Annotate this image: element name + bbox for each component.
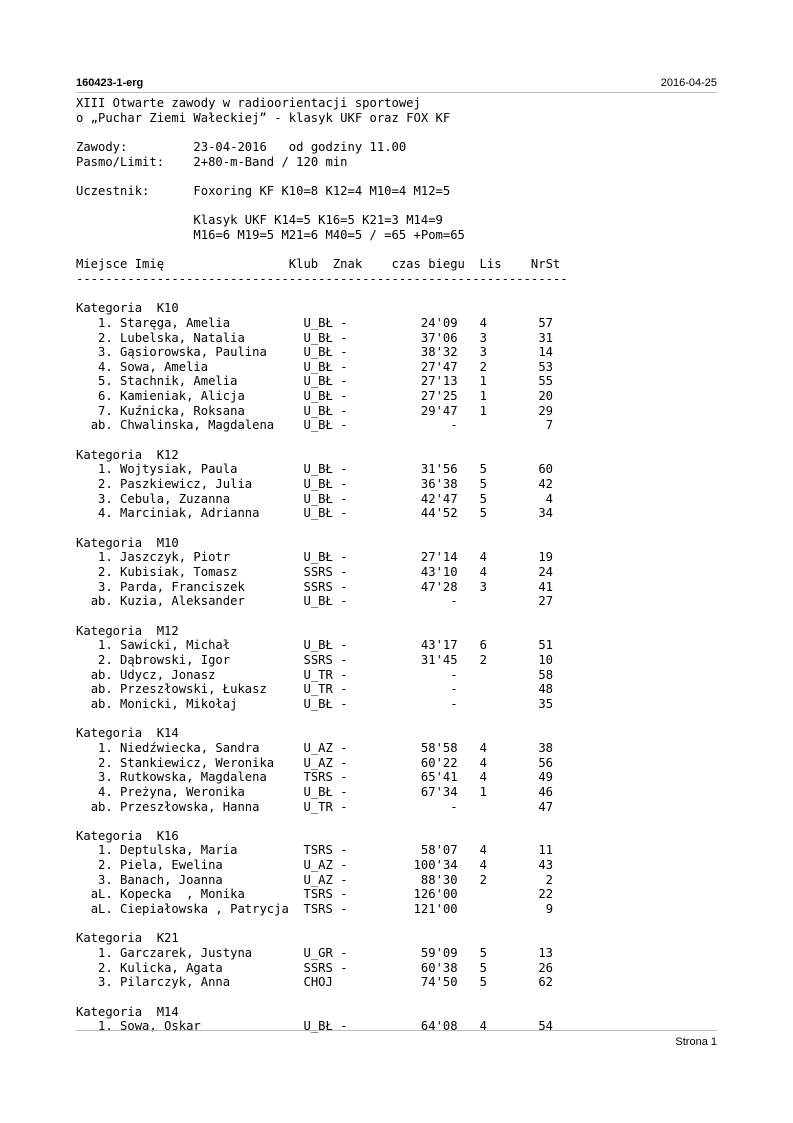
fox-count: 3 <box>479 330 487 345</box>
run-time: 36'38 <box>420 477 458 492</box>
fox-count: 4 <box>479 1019 487 1034</box>
start-number: 55 <box>538 374 554 389</box>
fox-count: 6 <box>479 638 487 653</box>
club: TSRS <box>303 902 333 917</box>
result-row <box>76 668 553 682</box>
run-time: 65'41 <box>420 770 458 785</box>
place: 2. <box>98 652 113 667</box>
title-line-2: o „Puchar Ziemi Wałeckiej” - klasyk UKF oraz FOX KF <box>76 110 451 125</box>
place: ab. <box>90 696 113 711</box>
place: 2. <box>98 858 113 873</box>
start-number: 31 <box>538 330 554 345</box>
fox-count: 3 <box>479 345 487 360</box>
club: U_BŁ <box>303 477 333 492</box>
run-time: - <box>450 682 458 697</box>
result-row <box>76 961 553 975</box>
sign: - <box>340 799 348 814</box>
run-time: 31'56 <box>420 462 458 477</box>
competitor-name: Deptulska, Maria <box>120 843 238 858</box>
place: 1. <box>98 550 113 565</box>
start-number: 24 <box>538 565 554 579</box>
place: aL. <box>90 902 113 917</box>
sign: - <box>340 594 348 609</box>
fox-count: 4 <box>479 755 487 770</box>
sign: - <box>340 638 348 653</box>
place: 1. <box>98 638 113 653</box>
place: 1. <box>98 843 113 858</box>
result-row <box>76 653 553 667</box>
result-row <box>76 682 553 696</box>
fox-count: 3 <box>479 579 487 594</box>
competitor-name: Sowa, Oskar <box>120 1019 201 1034</box>
sign: - <box>340 550 348 565</box>
competitor-name: Parda, Franciszek <box>120 579 245 594</box>
result-row <box>76 858 553 872</box>
results-document <box>76 96 568 1034</box>
start-number: 60 <box>538 462 554 477</box>
competitor-name: Wojtysiak, Paula <box>120 462 238 477</box>
start-number: 10 <box>538 652 554 667</box>
club: U_BŁ <box>303 491 333 506</box>
club: U_BŁ <box>303 330 333 345</box>
pasmo-label: Pasmo/Limit: <box>76 154 165 169</box>
club: U_BŁ <box>303 462 333 477</box>
run-time: 60'38 <box>420 960 458 975</box>
sign: - <box>340 872 348 887</box>
sign: - <box>340 667 348 682</box>
result-row <box>76 404 553 418</box>
club: U_BŁ <box>303 550 333 565</box>
result-row <box>76 374 553 388</box>
sign: - <box>340 902 348 917</box>
start-number: 11 <box>538 843 554 858</box>
run-time: 47'28 <box>420 579 458 594</box>
club: U_BŁ <box>303 359 333 374</box>
club: U_TR <box>303 667 333 682</box>
run-time: 60'22 <box>420 755 458 770</box>
result-row <box>76 770 553 784</box>
club: U_BŁ <box>303 418 333 433</box>
run-time: 64'08 <box>420 1019 458 1034</box>
start-number: 47 <box>538 799 554 814</box>
competitor-name: Gąsiorowska, Paulina <box>120 345 267 360</box>
start-number: 35 <box>538 696 554 711</box>
competitor-name: Garczarek, Justyna <box>120 946 253 961</box>
start-number: 2 <box>545 872 554 887</box>
place: ab. <box>90 682 113 697</box>
start-number: 57 <box>538 315 554 330</box>
zawody-value: 23-04-2016 od godziny 11.00 <box>193 139 407 154</box>
start-number: 49 <box>538 770 554 785</box>
start-number: 13 <box>538 946 554 961</box>
category-title: Kategoria M10 <box>76 535 179 550</box>
category-title: Kategoria K21 <box>76 931 179 946</box>
run-time: 58'58 <box>420 740 458 755</box>
result-row <box>76 594 553 608</box>
competitor-name: Sowa, Amelia <box>120 359 209 374</box>
club: U_BŁ <box>303 389 333 404</box>
result-row <box>76 331 553 345</box>
run-time: 27'14 <box>420 550 458 565</box>
start-number: 27 <box>538 594 554 609</box>
club: TSRS <box>303 843 333 858</box>
run-time: 27'47 <box>420 359 458 374</box>
result-row <box>76 785 553 799</box>
competitor-name: Niedźwiecka, Sandra <box>120 740 260 755</box>
category-title: Kategoria K16 <box>76 828 179 843</box>
competitor-name: Kopecka , Monika <box>120 887 245 902</box>
place: 7. <box>98 403 113 418</box>
fox-count: 4 <box>479 770 487 785</box>
place: ab. <box>90 594 113 609</box>
run-time: 43'17 <box>420 638 458 653</box>
start-number: 58 <box>538 667 554 682</box>
competitor-name: Sawicki, Michał <box>120 638 231 653</box>
footer-divider <box>76 1030 717 1031</box>
fox-count: 5 <box>479 960 487 975</box>
place: 1. <box>98 315 113 330</box>
sign: - <box>340 784 348 799</box>
club: SSRS <box>303 579 333 594</box>
competitor-name: Marciniak, Adrianna <box>120 506 260 521</box>
start-number: 7 <box>545 418 554 433</box>
club: U_AZ <box>303 858 333 873</box>
run-time: 74'50 <box>420 975 458 990</box>
club: U_BŁ <box>303 638 333 653</box>
result-row <box>76 477 553 491</box>
column-separator: ------------------------------------------------------------------- <box>76 271 568 286</box>
category-title: Kategoria K10 <box>76 301 179 316</box>
sign: - <box>340 579 348 594</box>
place: 1. <box>98 740 113 755</box>
competitor-name: Kuźnicka, Roksana <box>120 403 245 418</box>
fox-count: 1 <box>479 784 487 799</box>
fox-count: 2 <box>479 872 487 887</box>
sign: - <box>340 345 348 360</box>
start-number: 34 <box>538 506 554 521</box>
fox-count: 4 <box>479 550 487 565</box>
sign: - <box>340 858 348 873</box>
place: 2. <box>98 477 113 492</box>
zawody-label: Zawody: <box>76 139 128 154</box>
start-number: 42 <box>538 477 554 492</box>
start-number: 48 <box>538 682 554 697</box>
result-row <box>76 800 553 814</box>
fox-count: 4 <box>479 315 487 330</box>
sign: - <box>340 652 348 667</box>
category-title: Kategoria K14 <box>76 726 179 741</box>
club: U_AZ <box>303 872 333 887</box>
fox-count: 4 <box>479 843 487 858</box>
uczestnik-label: Uczestnik: <box>76 183 150 198</box>
competitor-name: Dąbrowski, Igor <box>120 652 231 667</box>
run-time: 37'06 <box>420 330 458 345</box>
result-row <box>76 843 553 857</box>
place: ab. <box>90 418 113 433</box>
sign: - <box>340 418 348 433</box>
start-number: 53 <box>538 359 554 374</box>
competitor-name: Przeszłowska, Hanna <box>120 799 260 814</box>
sign: - <box>340 887 348 902</box>
start-number: 14 <box>538 345 554 360</box>
start-number: 43 <box>538 858 554 873</box>
start-number: 29 <box>538 403 554 418</box>
competitor-name: Rutkowska, Magdalena <box>120 770 267 785</box>
result-row <box>76 873 553 887</box>
start-number: 19 <box>538 550 554 565</box>
club: U_BŁ <box>303 696 333 711</box>
competitor-name: Ciepiałowska , Patrycja <box>120 902 289 917</box>
competitor-name: Jaszczyk, Piotr <box>120 550 231 565</box>
run-time: 27'25 <box>420 389 458 404</box>
club: U_BŁ <box>303 374 333 389</box>
sign: - <box>340 374 348 389</box>
fox-count: 5 <box>479 946 487 961</box>
place: 3. <box>98 345 113 360</box>
competitor-name: Kulicka, Agata <box>120 960 223 975</box>
result-row <box>76 418 553 432</box>
fox-count: 5 <box>479 462 487 477</box>
run-time: - <box>450 696 458 711</box>
fox-count: 4 <box>479 858 487 873</box>
place: 3. <box>98 579 113 594</box>
start-number: 22 <box>538 887 554 902</box>
page-number: Strona 1 <box>675 1036 717 1048</box>
place: 2. <box>98 330 113 345</box>
run-time: 88'30 <box>420 872 458 887</box>
competitor-name: Udycz, Jonasz <box>120 667 216 682</box>
run-time: 38'32 <box>420 345 458 360</box>
result-row <box>76 492 553 506</box>
start-number: 4 <box>545 491 553 506</box>
result-row <box>76 506 553 520</box>
sign: - <box>340 477 348 492</box>
start-number: 56 <box>538 755 554 770</box>
competitor-name: Piela, Ewelina <box>120 858 223 873</box>
run-time: 43'10 <box>420 565 458 579</box>
sign: - <box>340 755 348 770</box>
result-row <box>76 462 553 476</box>
place: 1. <box>98 946 113 961</box>
place: 3. <box>98 491 113 506</box>
fox-count: 2 <box>479 652 487 667</box>
competitor-name: Pilarczyk, Anna <box>120 975 231 990</box>
uczestnik-line-2: Klasyk UKF K14=5 K16=5 K21=3 M14=9 <box>193 213 443 228</box>
start-number: 20 <box>538 389 554 404</box>
run-time: - <box>450 799 458 814</box>
sign: - <box>340 946 348 961</box>
club: U_TR <box>303 799 333 814</box>
place: 3. <box>98 872 113 887</box>
club: U_AZ <box>303 755 333 770</box>
result-row <box>76 580 553 594</box>
start-number: 62 <box>538 975 554 990</box>
place: 1. <box>98 1019 113 1034</box>
competitor-name: Chwalinska, Magdalena <box>120 418 275 433</box>
fox-count: 1 <box>479 374 487 389</box>
run-time: - <box>450 594 458 609</box>
club: U_BŁ <box>303 506 333 521</box>
result-row <box>76 1019 553 1033</box>
club: U_TR <box>303 682 333 697</box>
competitor-name: Monicki, Mikołaj <box>120 696 238 711</box>
sign: - <box>340 696 348 711</box>
start-number: 54 <box>538 1019 554 1034</box>
place: 3. <box>98 770 113 785</box>
run-time: 126'00 <box>413 887 458 902</box>
fox-count: 5 <box>479 506 487 521</box>
sign: - <box>340 403 348 418</box>
run-time: 31'45 <box>420 652 458 667</box>
start-number: 41 <box>538 579 554 594</box>
place: 4. <box>98 506 113 521</box>
competitor-name: Staręga, Amelia <box>120 315 231 330</box>
club: CHOJ <box>303 975 333 990</box>
start-number: 51 <box>538 638 554 653</box>
club: SSRS <box>303 565 333 579</box>
competitor-name: Banach, Joanna <box>120 872 223 887</box>
sign: - <box>340 462 348 477</box>
sign: - <box>340 1019 348 1034</box>
sign: - <box>340 682 348 697</box>
club: TSRS <box>303 887 333 902</box>
result-row <box>76 887 553 901</box>
run-time: 121'00 <box>413 902 458 917</box>
file-name: 160423-1-erg <box>76 77 144 89</box>
sign: - <box>340 315 348 330</box>
result-row <box>76 946 553 960</box>
category-title: Kategoria M12 <box>76 623 179 638</box>
sign: - <box>340 843 348 858</box>
print-date: 2016-04-25 <box>660 77 717 89</box>
result-row <box>76 756 553 770</box>
run-time: 42'47 <box>420 491 458 506</box>
uczestnik-line-1: Foxoring KF K10=8 K12=4 M10=4 M12=5 <box>193 183 451 198</box>
club: U_BŁ <box>303 403 333 418</box>
competitor-name: Stachnik, Amelia <box>120 374 238 389</box>
club: SSRS <box>303 652 333 667</box>
result-row <box>76 975 553 989</box>
sign: - <box>340 565 348 579</box>
club: TSRS <box>303 770 333 785</box>
result-row <box>76 345 553 359</box>
run-time: 29'47 <box>420 403 458 418</box>
fox-count: 1 <box>479 389 487 404</box>
club: U_GR <box>303 946 333 961</box>
title-line-1: XIII Otwarte zawody w radioorientacji sportowej <box>76 96 421 110</box>
start-number: 9 <box>545 902 554 917</box>
competitor-name: Kubisiak, Tomasz <box>120 565 238 579</box>
sign: - <box>340 740 348 755</box>
fox-count: 1 <box>479 403 487 418</box>
result-row <box>76 389 553 403</box>
result-row <box>76 697 553 711</box>
competitor-name: Przeszłowski, Łukasz <box>120 682 267 697</box>
club: U_BŁ <box>303 594 333 609</box>
run-time: 100'34 <box>413 858 458 873</box>
result-row <box>76 902 553 916</box>
start-number: 26 <box>538 960 554 975</box>
club: U_BŁ <box>303 315 333 330</box>
club: U_BŁ <box>303 1019 333 1034</box>
place: 6. <box>98 389 113 404</box>
result-row <box>76 741 553 755</box>
run-time: 24'09 <box>420 315 458 330</box>
place: 4. <box>98 359 113 374</box>
run-time: 67'34 <box>420 784 458 799</box>
place: ab. <box>90 667 113 682</box>
place: 3. <box>98 975 113 990</box>
place: 2. <box>98 755 113 770</box>
club: U_BŁ <box>303 784 333 799</box>
result-row <box>76 565 553 579</box>
place: aL. <box>90 887 113 902</box>
header-divider <box>76 92 717 93</box>
sign: - <box>340 359 348 374</box>
sign: - <box>340 330 348 345</box>
place: 4. <box>98 784 113 799</box>
competitor-name: Kuzia, Aleksander <box>120 594 245 609</box>
results-list <box>76 301 553 1033</box>
run-time: 27'13 <box>420 374 458 389</box>
sign: - <box>340 491 348 506</box>
competitor-name: Cebula, Zuzanna <box>120 491 231 506</box>
competitor-name: Lubelska, Natalia <box>120 330 245 345</box>
run-time: - <box>450 667 458 682</box>
place: 5. <box>98 374 113 389</box>
pasmo-value: 2+80-m-Band / 120 min <box>193 154 348 169</box>
place: 2. <box>98 960 113 975</box>
sign: - <box>340 770 348 785</box>
run-time: 44'52 <box>420 506 458 521</box>
sign: - <box>340 960 348 975</box>
club: U_AZ <box>303 740 333 755</box>
category-title: Kategoria M14 <box>76 1004 179 1019</box>
column-header: Miejsce Imię Klub Znak czas biegu Lis NrSt <box>76 257 561 272</box>
club: U_BŁ <box>303 345 333 360</box>
place: ab. <box>90 799 113 814</box>
fox-count: 2 <box>479 359 487 374</box>
fox-count: 5 <box>479 975 487 990</box>
sign: - <box>340 389 348 404</box>
run-time: - <box>450 418 458 433</box>
fox-count: 4 <box>479 740 487 755</box>
place: 2. <box>98 565 113 579</box>
run-time: 59'09 <box>420 946 458 961</box>
fox-count: 5 <box>479 491 487 506</box>
place: 1. <box>98 462 113 477</box>
competitor-name: Stankiewicz, Weronika <box>120 755 275 770</box>
category-title: Kategoria K12 <box>76 447 179 462</box>
result-row <box>76 360 553 374</box>
uczestnik-line-3: M16=6 M19=5 M21=6 M40=5 / =65 +Pom=65 <box>193 227 465 242</box>
result-row <box>76 316 553 330</box>
fox-count: 5 <box>479 477 487 492</box>
competitor-name: Paszkiewicz, Julia <box>120 477 253 492</box>
club: SSRS <box>303 960 333 975</box>
fox-count: 4 <box>479 565 487 579</box>
competitor-name: Preżyna, Weronika <box>120 784 245 799</box>
sign: - <box>340 506 348 521</box>
result-row <box>76 550 553 564</box>
competitor-name: Kamieniak, Alicja <box>120 389 245 404</box>
run-time: 58'07 <box>420 843 458 858</box>
start-number: 38 <box>538 740 554 755</box>
start-number: 46 <box>538 784 554 799</box>
result-row <box>76 638 553 652</box>
